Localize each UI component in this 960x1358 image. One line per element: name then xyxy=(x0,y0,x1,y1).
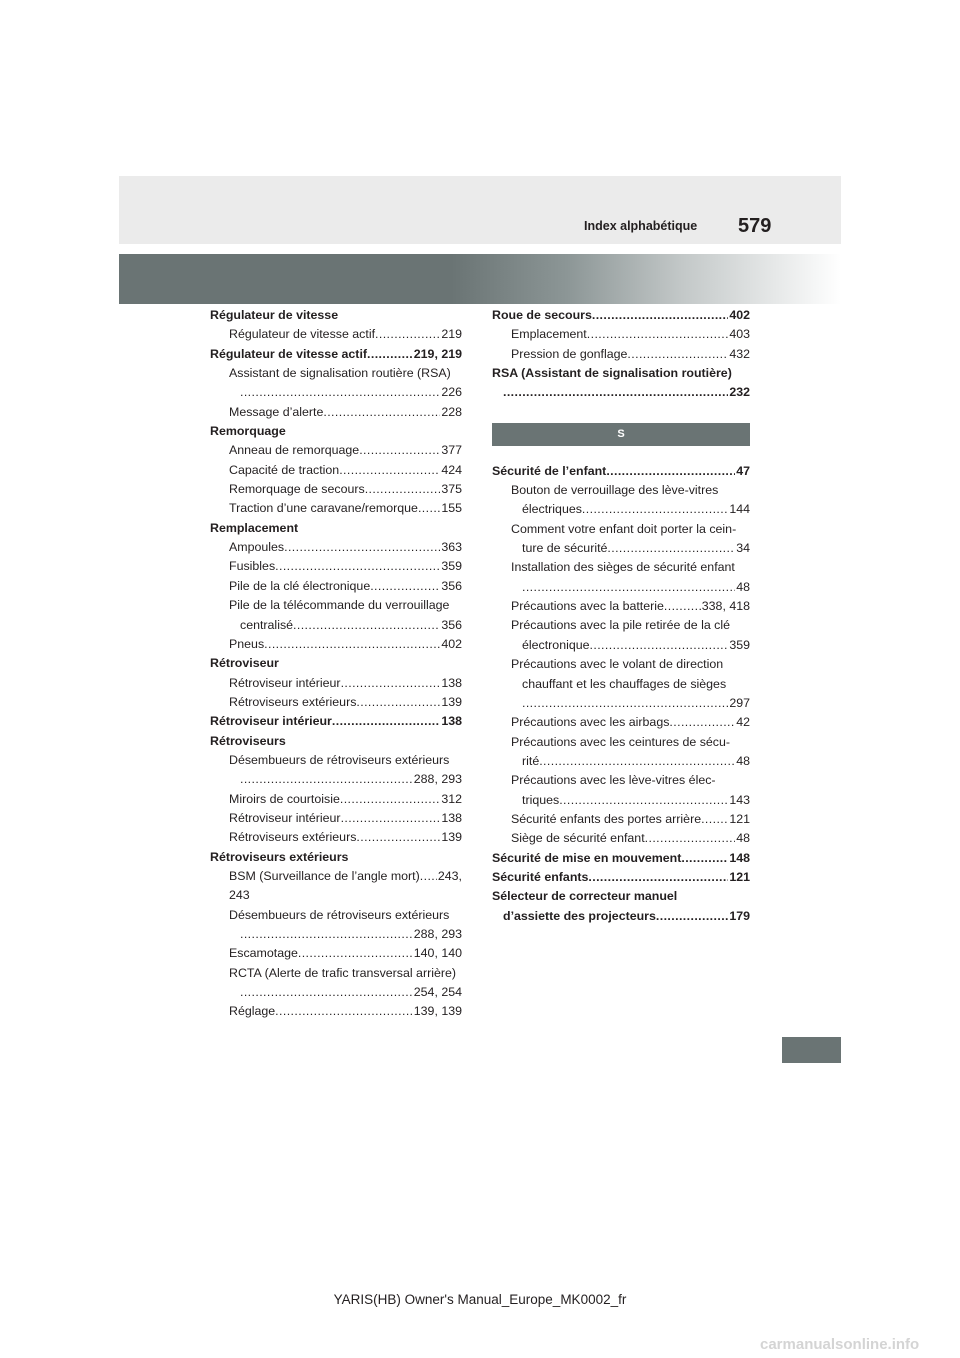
page-reference: 138 xyxy=(441,675,462,690)
index-subentry xyxy=(492,752,750,771)
dot-leader xyxy=(339,461,440,480)
index-entry xyxy=(492,849,750,868)
entry-text: Capacité de traction xyxy=(229,462,340,477)
dot-leader xyxy=(293,616,440,635)
page-reference: 139 xyxy=(441,830,462,845)
page-reference: 121 xyxy=(729,869,750,884)
dot-leader xyxy=(701,810,728,829)
index-group-r xyxy=(492,306,750,403)
dot-leader xyxy=(240,770,413,789)
entry-text: Pile de la télécommande du verrouillage xyxy=(229,598,450,613)
entry-text: Comment votre enfant doit porter la cein- xyxy=(511,521,737,536)
entry-text: RSA (Assistant de signalisation routière) xyxy=(492,366,732,381)
entry-text: Précautions avec les ceintures de sécu- xyxy=(511,734,731,749)
dot-leader xyxy=(356,693,440,712)
index-subentry xyxy=(492,481,750,500)
dot-leader xyxy=(627,345,728,364)
page-reference: 139 xyxy=(441,694,462,709)
entry-text: Assistant de signalisation routière (RSA) xyxy=(229,366,451,381)
index-entry xyxy=(210,732,462,751)
dot-leader xyxy=(539,752,735,771)
page-reference: 155 xyxy=(441,501,462,516)
entry-text: Siège de sécurité enfant xyxy=(511,831,645,846)
watermark: carmanualsonline.info xyxy=(760,1336,920,1353)
entry-text: Rétroviseur intérieur xyxy=(229,810,341,825)
dot-leader xyxy=(284,538,440,557)
entry-text: Emplacement xyxy=(511,327,587,342)
entry-text: Sélecteur de correcteur manuel xyxy=(492,889,678,904)
index-group-s xyxy=(492,462,750,926)
dot-leader xyxy=(418,499,440,518)
entry-text: BSM (Surveillance de l’angle mort) xyxy=(229,868,420,883)
index-subentry xyxy=(492,733,750,752)
index-subentry xyxy=(210,867,462,886)
dot-leader xyxy=(370,577,440,596)
page-reference: 377 xyxy=(441,443,462,458)
dot-leader xyxy=(522,694,728,713)
page-reference: 219 xyxy=(441,327,462,342)
entry-text: centralisé xyxy=(240,617,294,632)
entry-text: Remorquage xyxy=(210,424,286,439)
index-subentry xyxy=(210,964,462,983)
entry-text: Roue de secours xyxy=(492,308,592,322)
entry-text: Remorquage de secours xyxy=(229,482,365,497)
dot-leader xyxy=(587,325,729,344)
section-letter-bar: S xyxy=(492,423,750,446)
entry-text: Précautions avec les airbags xyxy=(511,715,670,730)
entry-text: Désembueurs de rétroviseurs extérieurs xyxy=(229,907,450,922)
dot-leader xyxy=(240,925,413,944)
page-reference: 424 xyxy=(441,462,462,477)
index-subentry xyxy=(210,557,462,576)
index-subentry xyxy=(492,325,750,344)
entry-text: Traction d’une caravane/remorque xyxy=(229,501,418,516)
page-reference: 432 xyxy=(729,346,750,361)
entry-text: Réglage xyxy=(229,1004,276,1019)
index-entry xyxy=(492,383,750,402)
section-title: Index alphabétique xyxy=(584,219,698,233)
dot-leader xyxy=(341,809,441,828)
dot-leader xyxy=(645,829,736,848)
page-reference: 297 xyxy=(729,695,750,710)
page-reference: 148 xyxy=(729,850,750,865)
index-entry xyxy=(210,422,462,441)
index-entry xyxy=(210,654,462,673)
page-reference: 138 xyxy=(441,714,462,729)
index-subentry xyxy=(492,694,750,713)
entry-text: Rétroviseurs extérieurs xyxy=(229,694,357,709)
dot-leader xyxy=(606,462,735,481)
page-reference: 34 xyxy=(736,541,750,556)
dot-leader xyxy=(590,636,729,655)
index-subentry xyxy=(492,558,750,577)
page-reference: 359 xyxy=(729,637,750,652)
dot-leader xyxy=(298,944,413,963)
index-subentry xyxy=(210,383,462,402)
entry-text: Pression de gonflage xyxy=(511,346,628,361)
entry-text: Pneus xyxy=(229,636,265,651)
index-subentry xyxy=(492,520,750,539)
entry-text: rité xyxy=(522,753,540,768)
page-reference: 179 xyxy=(729,908,750,923)
index-subentry xyxy=(492,539,750,558)
dot-leader xyxy=(420,867,437,886)
entry-text: triques xyxy=(522,792,560,807)
page-reference: 288, 293 xyxy=(413,772,462,787)
footer-manual-id: YARIS(HB) Owner's Manual_Europe_MK0002_fr xyxy=(333,1292,627,1307)
dot-leader xyxy=(592,306,728,325)
page-reference: 48 xyxy=(736,831,750,846)
entry-text: Bouton de verrouillage des lève-vitres xyxy=(511,483,719,498)
page-reference: 288, 293 xyxy=(413,927,462,941)
index-subentry xyxy=(492,655,750,674)
entry-text: Rétroviseurs xyxy=(210,733,286,748)
index-subentry xyxy=(210,828,462,847)
decorative-gradient-band xyxy=(119,254,841,304)
page-reference: 144 xyxy=(729,502,750,517)
index-subentry xyxy=(210,325,462,344)
dot-leader xyxy=(356,828,440,847)
entry-text: Ampoules xyxy=(229,540,285,555)
entry-text: électronique xyxy=(522,637,590,652)
index-subentry xyxy=(210,577,462,596)
entry-text: Sécurité de mise en mouvement xyxy=(492,850,682,865)
dot-leader xyxy=(681,849,728,868)
page-reference: 226 xyxy=(441,385,462,400)
entry-text: Sécurité enfants des portes arrière xyxy=(511,811,702,826)
dot-leader xyxy=(522,578,735,597)
index-subentry xyxy=(210,596,462,615)
page-reference: 232 xyxy=(729,385,750,400)
entry-text: Sécurité de l’enfant xyxy=(492,463,607,478)
index-subentry xyxy=(492,616,750,635)
dot-leader xyxy=(367,345,413,364)
dot-leader xyxy=(656,907,728,926)
dot-leader xyxy=(240,983,413,1002)
dot-leader xyxy=(607,539,735,558)
page-number: 579 xyxy=(738,215,772,237)
index-subentry xyxy=(210,635,462,654)
entry-text: chauffant et les chauffages de sièges xyxy=(522,676,727,691)
index-subentry xyxy=(210,616,462,635)
entry-text: Rétroviseur intérieur xyxy=(229,675,341,690)
index-subentry xyxy=(210,770,462,789)
entry-text: Pile de la clé électronique xyxy=(229,578,371,593)
index-subentry xyxy=(210,441,462,460)
page-reference: 121 xyxy=(729,811,750,826)
index-side-tab xyxy=(782,1037,841,1063)
index-entry xyxy=(210,519,462,538)
entry-text: Régulateur de vitesse actif xyxy=(229,327,376,342)
header-band xyxy=(119,176,841,244)
page-reference: 143 xyxy=(729,792,750,807)
index-subentry xyxy=(492,675,750,694)
dot-leader xyxy=(275,557,440,576)
index-subentry xyxy=(492,578,750,597)
index-subentry xyxy=(210,751,462,770)
index-subentry xyxy=(210,886,462,905)
index-subentry xyxy=(210,790,462,809)
index-entry xyxy=(492,887,750,906)
entry-text: Rétroviseur intérieur xyxy=(210,714,332,729)
index-subentry xyxy=(210,944,462,963)
index-subentry xyxy=(492,771,750,790)
index-subentry xyxy=(210,499,462,518)
index-subentry xyxy=(210,1002,462,1021)
index-entry xyxy=(210,712,462,731)
dot-leader xyxy=(664,597,701,616)
entry-text: Régulateur de vitesse xyxy=(210,308,339,322)
entry-text: Régulateur de vitesse actif xyxy=(210,346,368,361)
page-reference: 48 xyxy=(736,753,750,768)
page-reference: 356 xyxy=(441,578,462,593)
index-subentry xyxy=(210,693,462,712)
index-subentry xyxy=(210,480,462,499)
entry-text: Miroirs de courtoisie xyxy=(229,791,340,806)
dot-leader xyxy=(341,674,441,693)
entry-text: Installation des sièges de sécurité enfant xyxy=(511,560,735,575)
dot-leader xyxy=(375,325,440,344)
index-subentry xyxy=(210,538,462,557)
index-subentry xyxy=(492,829,750,848)
entry-text: d’assiette des projecteurs xyxy=(503,908,656,923)
index-column-right xyxy=(492,306,750,926)
dot-leader xyxy=(340,790,440,809)
index-subentry xyxy=(492,791,750,810)
dot-leader xyxy=(365,480,441,499)
page-reference: 47 xyxy=(736,463,750,478)
index-entry xyxy=(492,462,750,481)
entry-text: Rétroviseurs extérieurs xyxy=(229,830,357,845)
entry-text: Précautions avec la batterie xyxy=(511,599,664,614)
dot-leader xyxy=(240,383,440,402)
page-reference: 403 xyxy=(729,327,750,342)
index-subentry xyxy=(492,500,750,519)
dot-leader xyxy=(332,712,440,731)
index-subentry xyxy=(210,925,462,944)
index-entry xyxy=(492,868,750,887)
dot-leader xyxy=(264,635,440,654)
index-subentry xyxy=(210,674,462,693)
index-subentry xyxy=(210,461,462,480)
entry-text: Escamotage xyxy=(229,946,298,961)
dot-leader xyxy=(559,791,728,810)
index-subentry xyxy=(492,713,750,732)
entry-text: RCTA (Alerte de trafic transversal arrière) xyxy=(229,965,456,980)
page-reference: 138 xyxy=(441,810,462,825)
entry-text: Désembueurs de rétroviseurs extérieurs xyxy=(229,752,450,767)
index-entry xyxy=(210,306,462,325)
page-reference: 42 xyxy=(736,715,750,730)
index-entry xyxy=(210,345,462,364)
entry-text: Fusibles xyxy=(229,559,276,574)
index-subentry xyxy=(492,636,750,655)
page-reference: 228 xyxy=(441,404,462,419)
index-subentry xyxy=(210,809,462,828)
index-subentry xyxy=(492,597,750,616)
dot-leader xyxy=(588,868,728,887)
index-entry xyxy=(492,364,750,383)
index-subentry xyxy=(210,364,462,383)
entry-text: Rétroviseurs extérieurs xyxy=(210,849,349,864)
index-subentry xyxy=(492,345,750,364)
page-reference: 139, 139 xyxy=(413,1004,462,1019)
entry-text: Rétroviseur xyxy=(210,656,279,671)
dot-leader xyxy=(669,713,735,732)
page-reference: 254, 254 xyxy=(413,985,462,1000)
page-reference: 48 xyxy=(736,579,750,594)
dot-leader xyxy=(323,403,440,422)
dot-leader xyxy=(275,1002,413,1021)
page-reference: 402 xyxy=(441,636,462,651)
index-subentry xyxy=(210,403,462,422)
entry-text: Sécurité enfants xyxy=(492,869,589,884)
entry-text: 243 xyxy=(229,888,250,903)
index-entry xyxy=(492,306,750,325)
page-reference: 363 xyxy=(441,540,462,555)
index-entry xyxy=(210,848,462,867)
index-subentry xyxy=(492,810,750,829)
index-subentry xyxy=(210,983,462,1002)
entry-text: ture de sécurité xyxy=(522,541,608,556)
dot-leader xyxy=(359,441,440,460)
index-entry xyxy=(492,907,750,926)
entry-text: Précautions avec le volant de direction xyxy=(511,657,724,672)
entry-text: Remplacement xyxy=(210,520,299,535)
entry-text: Précautions avec les lève-vitres élec- xyxy=(511,773,716,788)
page-reference: 243, xyxy=(437,868,462,883)
index-column-left xyxy=(210,306,462,1022)
index-subentry xyxy=(210,906,462,925)
page-reference: 356 xyxy=(441,617,462,632)
entry-text: Anneau de remorquage xyxy=(229,443,360,458)
entry-text: Précautions avec la pile retirée de la clé xyxy=(511,618,731,633)
page-reference: 219, 219 xyxy=(413,346,462,361)
page-reference: 140, 140 xyxy=(413,946,462,961)
page-reference: 338, 418 xyxy=(701,599,750,614)
page-reference: 359 xyxy=(441,559,462,574)
page-reference: 402 xyxy=(729,308,750,322)
entry-text: électriques xyxy=(522,502,582,517)
dot-leader xyxy=(503,383,728,402)
page-reference: 312 xyxy=(441,791,462,806)
dot-leader xyxy=(582,500,728,519)
page-reference: 375 xyxy=(441,482,462,497)
entry-text: Message d’alerte xyxy=(229,404,324,419)
